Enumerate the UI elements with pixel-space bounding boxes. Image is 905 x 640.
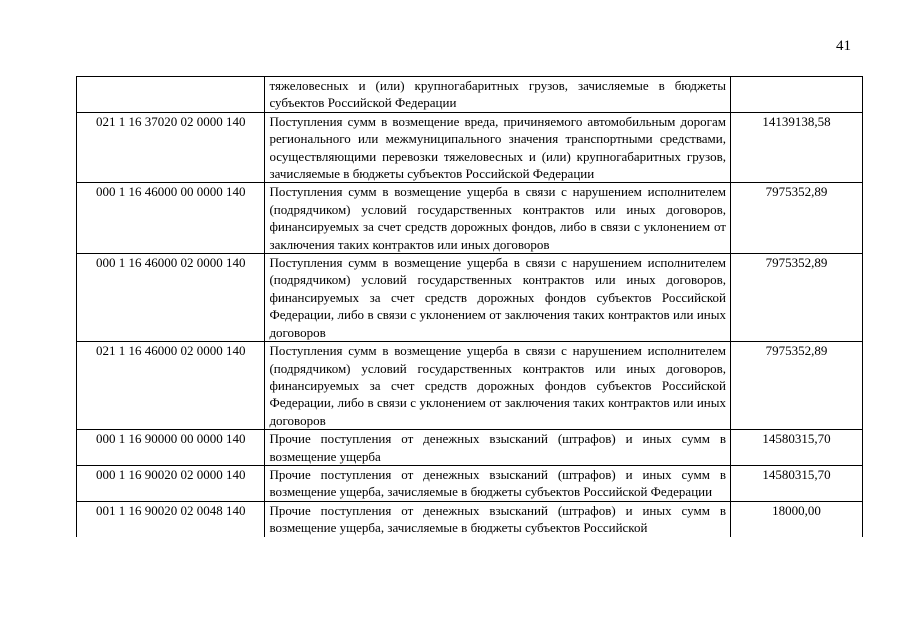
table-row — [77, 183, 863, 254]
budget-code-cell: 000 1 16 46000 00 0000 140 — [77, 183, 265, 254]
table-row — [77, 77, 863, 113]
table-row — [77, 342, 863, 430]
description-cell: Прочие поступления от денежных взысканий (штрафов) и иных сумм в возмещение ущерба — [265, 430, 731, 466]
description-cell: Прочие поступления от денежных взысканий (штрафов) и иных сумм в возмещение ущерба, зачисляемые в бюджеты субъектов Российской — [265, 501, 731, 536]
table-row — [77, 254, 863, 342]
budget-code-cell: 000 1 16 46000 02 0000 140 — [77, 254, 265, 342]
amount-cell: 14139138,58 — [730, 112, 862, 183]
budget-code-cell: 000 1 16 90000 00 0000 140 — [77, 430, 265, 466]
table-row — [77, 112, 863, 183]
table-row — [77, 430, 863, 466]
budget-code-cell: 021 1 16 37020 02 0000 140 — [77, 112, 265, 183]
description-cell: тяжеловесных и (или) крупногабаритных грузов, зачисляемые в бюджеты субъектов Российской Федерации — [265, 77, 731, 113]
amount-cell: 14580315,70 — [730, 430, 862, 466]
description-cell: Поступления сумм в возмещение ущерба в связи с нарушением исполнителем (подрядчиком) условий государственных контрактов или иных договоров, финансируемых за счет средств дорожных фондов субъектов Российской Федерации, либо в связи с уклонением от заключения таких контрактов или иных договоров — [265, 254, 731, 342]
budget-code-cell — [77, 77, 265, 113]
amount-cell: 7975352,89 — [730, 254, 862, 342]
amount-cell: 7975352,89 — [730, 342, 862, 430]
table-row — [77, 465, 863, 501]
page-number: 41 — [836, 38, 851, 54]
amount-cell — [730, 77, 862, 113]
amount-cell: 14580315,70 — [730, 465, 862, 501]
description-cell: Прочие поступления от денежных взысканий (штрафов) и иных сумм в возмещение ущерба, зачисляемые в бюджеты субъектов Российской Федерации — [265, 465, 731, 501]
description-cell: Поступления сумм в возмещение ущерба в связи с нарушением исполнителем (подрядчиком) условий государственных контрактов или иных договоров, финансируемых за счет средств дорожных фондов, либо в связи с уклонением от заключения таких контрактов или иных договоров — [265, 183, 731, 254]
description-cell: Поступления сумм в возмещение ущерба в связи с нарушением исполнителем (подрядчиком) условий государственных контрактов или иных договоров, финансируемых за счет средств дорожных фондов субъектов Российской Федерации, либо в связи с уклонением от заключения таких контрактов или иных договоров — [265, 342, 731, 430]
budget-code-cell: 021 1 16 46000 02 0000 140 — [77, 342, 265, 430]
amount-cell: 7975352,89 — [730, 183, 862, 254]
revenue-table — [76, 76, 863, 537]
table-row — [77, 501, 863, 536]
budget-code-cell: 000 1 16 90020 02 0000 140 — [77, 465, 265, 501]
amount-cell: 18000,00 — [730, 501, 862, 536]
description-cell: Поступления сумм в возмещение вреда, причиняемого автомобильным дорогам регионального или межмуниципального значения транспортными средствами, осуществляющими перевозки тяжеловесных и (или) крупногабаритных грузов, зачисляемые в бюджеты субъектов Российской Федерации — [265, 112, 731, 183]
budget-code-cell: 001 1 16 90020 02 0048 140 — [77, 501, 265, 536]
